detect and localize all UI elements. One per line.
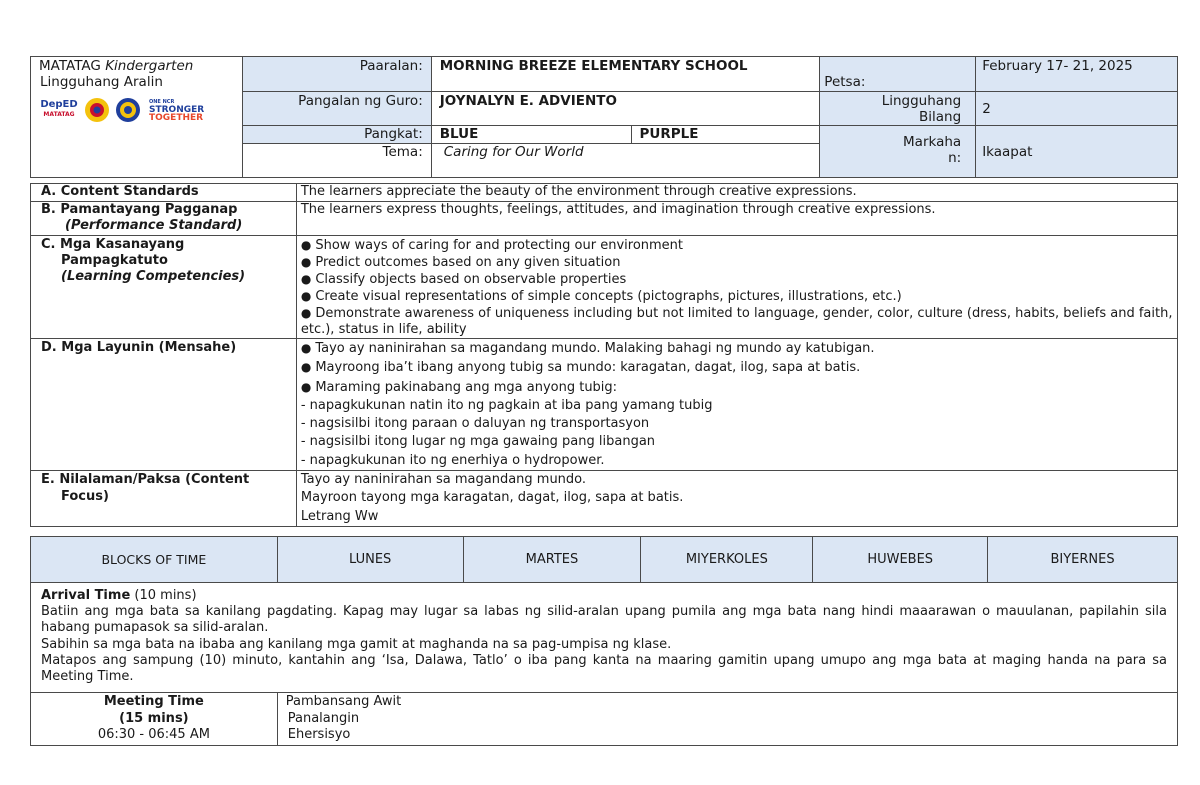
- paaralan-label: Paaralan:: [242, 57, 431, 92]
- pangkat-value-2: PURPLE: [631, 126, 820, 144]
- objective-item: ● Tayo ay naninirahan sa magandang mundo. Malaking bahagi ng mundo ay katubigan.: [301, 339, 1173, 358]
- header-biyernes: BIYERNES: [988, 537, 1178, 583]
- petsa-value: February 17- 21, 2025: [976, 57, 1178, 92]
- logo-strip: [39, 96, 234, 124]
- objective-item: ● Mayroong iba’t ibang anyong tubig sa mundo: karagatan, dagat, ilog, sapa at batis.: [301, 358, 1173, 377]
- meeting-item: Panalangin: [287, 710, 360, 726]
- content-focus-line: Tayo ay naninirahan sa magandang mundo.: [300, 472, 587, 488]
- header-table: [30, 56, 1178, 178]
- competency-item: ● Classify objects based on observable properties: [301, 271, 1173, 288]
- one-ncr-logo: ONE NCR STRONGER TOGETHER: [146, 96, 207, 124]
- header-martes: MARTES: [463, 537, 641, 583]
- linggo-label-2: Bilang: [919, 108, 962, 125]
- competency-item: ● Create visual representations of simple concepts (pictographs, pictures, illustrations, etc.): [301, 288, 1173, 305]
- meeting-activities: [277, 693, 1177, 746]
- markahan-label-1: Markaha: [903, 134, 962, 150]
- competencies-label: [31, 236, 297, 339]
- arrival-time-cell: [31, 583, 1178, 693]
- competencies-label-1: C. Mga Kasanayang: [41, 237, 185, 252]
- objective-subitem: - nagsisilbi itong paraan o daluyan ng transportasyon: [300, 416, 650, 432]
- meeting-time-label: [31, 693, 278, 746]
- competency-item: ● Demonstrate awareness of uniqueness including but not limited to language, gender, color, culture (dress, habits, beliefs and faith, etc.), status in life, ability: [301, 305, 1173, 338]
- arrival-line: Batiin ang mga bata sa kanilang pagdating. Kapag may lugar sa labas ng silid-aralan upang pumila ang mga bata nang hindi maaarawan o mauulanan, papilahin sila habang pumapasok sa silid-aralan.: [41, 604, 1167, 636]
- objective-item: ● Maraming pakinabang ang mga anyong tubig:: [301, 378, 1173, 397]
- content-standards-label: A. Content Standards: [31, 184, 297, 202]
- header-huwebes: HUWEBES: [813, 537, 988, 583]
- pangkat-label: Pangkat:: [242, 126, 431, 144]
- guro-label: Pangalan ng Guro:: [242, 92, 431, 126]
- competencies-label-3: (Learning Competencies): [61, 269, 246, 284]
- competency-item: ● Predict outcomes based on any given situation: [301, 254, 1173, 271]
- header-lunes: LUNES: [277, 537, 463, 583]
- content-focus-label-2: Focus): [61, 489, 109, 505]
- program-level: Kindergarten: [105, 58, 194, 74]
- paaralan-value: MORNING BREEZE ELEMENTARY SCHOOL: [431, 57, 820, 92]
- bagong-pilipinas-logo: [84, 97, 110, 123]
- content-focus-line: Mayroon tayong mga karagatan, dagat, ilog, sapa at batis.: [300, 490, 684, 506]
- linggo-value: 2: [976, 92, 1178, 126]
- content-standards-text: The learners appreciate the beauty of the environment through creative expressions.: [296, 184, 1177, 202]
- deped-logo: DepED MATATAG: [40, 99, 78, 118]
- program-subtitle: Lingguhang Aralin: [40, 74, 163, 90]
- meeting-time: 06:30 - 06:45 AM: [97, 727, 210, 742]
- objective-subitem: - nagsisilbi itong lugar ng mga gawaing pang libangan: [300, 434, 656, 450]
- linggo-label-cell: [820, 92, 976, 126]
- arrival-line: Sabihin sa mga bata na ibaba ang kanilang mga gamit at maghanda na sa pag-umpisa ng klase.: [41, 636, 672, 652]
- guro-value: JOYNALYN E. ADVIENTO: [431, 92, 820, 126]
- competencies-list: [296, 236, 1177, 339]
- competencies-label-2: Pampagkatuto: [61, 253, 168, 268]
- objectives-label: D. Mga Layunin (Mensahe): [31, 339, 297, 471]
- performance-standard-label: [31, 202, 297, 236]
- tema-label: Tema:: [242, 144, 431, 178]
- competency-item: ● Show ways of caring for and protecting our environment: [301, 237, 1173, 254]
- arrival-line: Matapos ang sampung (10) minuto, kantahin ang ‘Isa, Dalawa, Tatlo’ o iba pang kanta na maaring gamitin upang umupo ang mga bata at maging handa na para sa Meeting Time.: [41, 652, 1167, 685]
- header-miyerkoles: MIYERKOLES: [641, 537, 813, 583]
- markahan-label-cell: [820, 126, 976, 178]
- meeting-duration: (15 mins): [119, 710, 189, 726]
- content-focus-line: Letrang Ww: [300, 508, 379, 524]
- objectives-list: [296, 339, 1177, 471]
- deped-seal-logo: [115, 97, 141, 123]
- meeting-item: Pambansang Awit: [285, 694, 402, 709]
- linggo-label-1: Lingguhang: [881, 92, 962, 109]
- program-prefix: MATATAG: [39, 58, 101, 74]
- content-focus-text: [296, 471, 1177, 527]
- objective-subitem: - napagkukunan ito ng enerhiya o hydropower.: [300, 452, 605, 468]
- petsa-label: Petsa:: [824, 74, 866, 90]
- arrival-title: Arrival Time: [41, 588, 131, 603]
- performance-standard-text: The learners express thoughts, feelings, attitudes, and imagination through creative expressions.: [296, 202, 1177, 236]
- pangkat-value-1: BLUE: [431, 126, 631, 144]
- markahan-value: Ikaapat: [976, 126, 1178, 178]
- petsa-label-cell: [820, 57, 976, 92]
- meeting-item: Ehersisyo: [287, 727, 351, 742]
- tema-value: Caring for Our World: [431, 144, 820, 178]
- content-focus-label: [31, 471, 297, 527]
- schedule-table: [30, 536, 1178, 746]
- markahan-label-2: n:: [948, 150, 962, 166]
- header-blocks-of-time: BLOCKS OF TIME: [31, 537, 278, 583]
- arrival-duration: (10 mins): [134, 588, 197, 603]
- performance-label-1: B. Pamantayang Pagganap: [41, 202, 238, 217]
- objective-subitem: - napagkukunan natin ito ng pagkain at iba pang yamang tubig: [300, 397, 713, 413]
- program-cell: [31, 57, 243, 178]
- performance-label-2: (Performance Standard): [65, 218, 243, 233]
- content-focus-label-1: E. Nilalaman/Paksa (Content: [41, 472, 250, 488]
- meeting-title: Meeting Time: [103, 694, 204, 709]
- standards-table: [30, 183, 1178, 527]
